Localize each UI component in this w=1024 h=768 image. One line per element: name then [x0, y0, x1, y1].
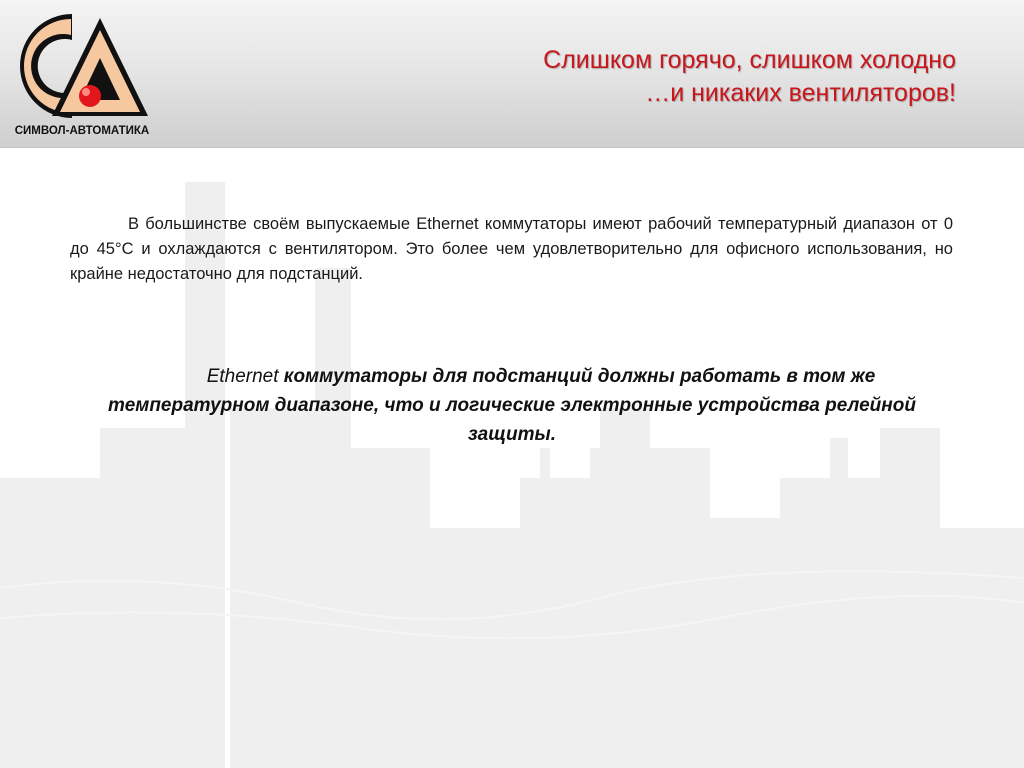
body-paragraph: В большинстве своём выпускаемые Ethernet коммутаторы имеют рабочий температурный диапазон от 0 до 45°С и охлаждаются с вентилятором. Это более чем удовлетворительно для офисного использования, но крайне недостаточно для подстанций. — [70, 215, 953, 283]
emphasis-rest: коммутаторы для подстанций должны работать в том же температурном диапазоне, что и логические электронные устройства релейной защиты. — [108, 366, 916, 445]
emphasis-lead-word: Ethernet — [206, 366, 279, 387]
title-line-2: …и никаких вентиляторов! — [645, 79, 956, 107]
header-bar — [0, 0, 1024, 148]
company-logo-icon — [10, 8, 155, 140]
company-logo — [10, 8, 155, 140]
slide-title — [543, 44, 956, 110]
logo-text: СИМВОЛ-АВТОМАТИКА — [14, 125, 150, 137]
title-line-1: Слишком горячо, слишком холодно — [543, 46, 956, 74]
emphasis-paragraph — [80, 362, 944, 449]
